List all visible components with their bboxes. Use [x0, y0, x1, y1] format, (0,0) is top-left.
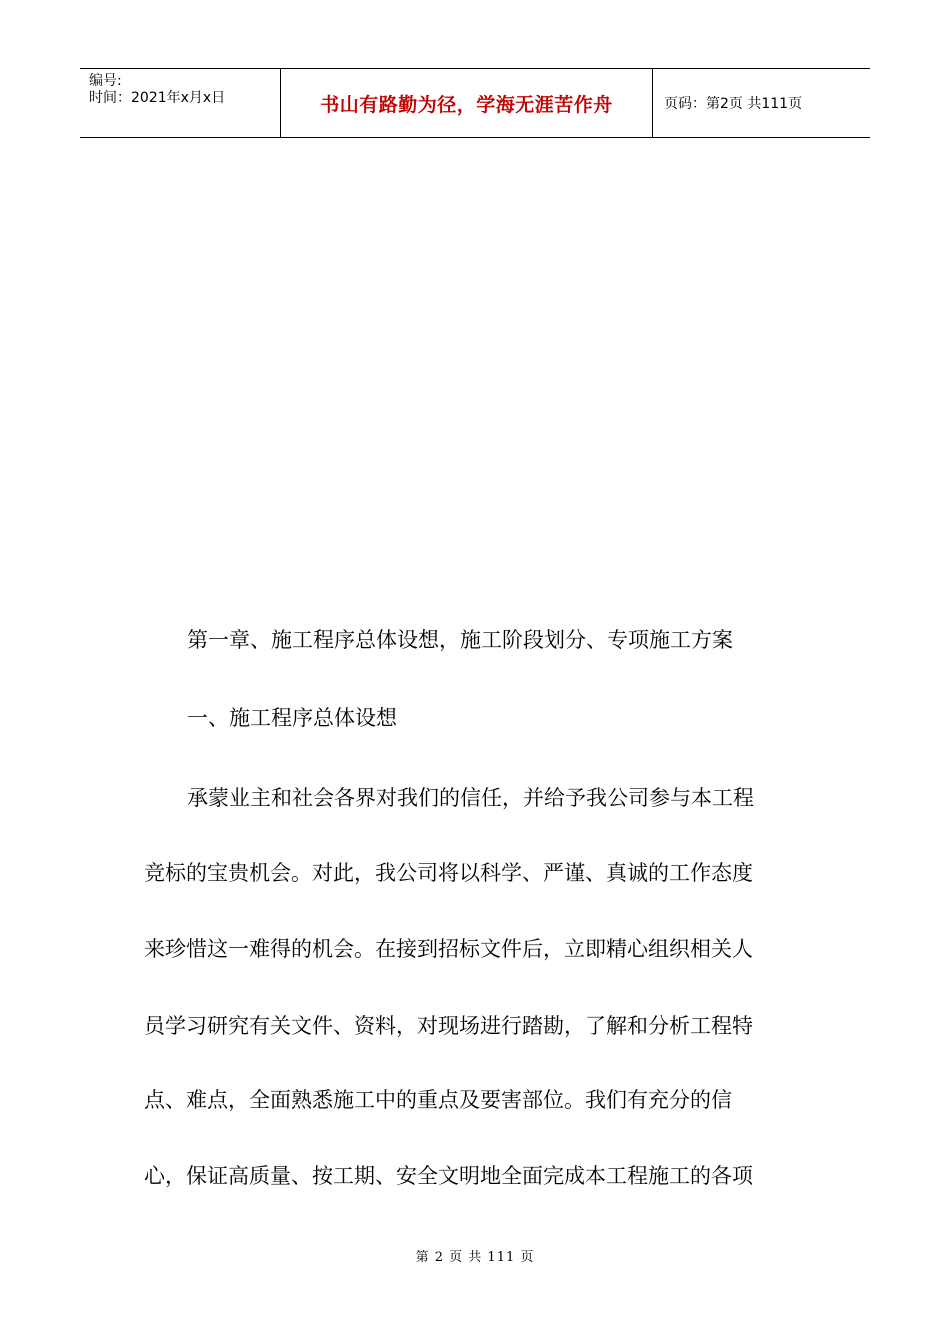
header-page-info: 页码：第2页 共111页: [664, 96, 803, 112]
paragraph-line: 心，保证高质量、按工期、安全文明地全面完成本工程施工的各项: [144, 1164, 753, 1188]
paragraph-line: 来珍惜这一难得的机会。在接到招标文件后，立即精心组织相关人: [144, 937, 753, 961]
page-footer: 第 2 页 共 111 页: [415, 1250, 535, 1265]
header-meta: [80, 69, 281, 137]
chapter-title: 第一章、施工程序总体设想，施工阶段划分、专项施工方案: [187, 628, 733, 652]
document-header: [80, 68, 870, 138]
number-label: 编号:: [89, 73, 122, 89]
paragraph-line: 点、难点，全面熟悉施工中的重点及要害部位。我们有充分的信: [144, 1088, 732, 1112]
paragraph-line: 承蒙业主和社会各界对我们的信任，并给予我公司参与本工程: [187, 786, 754, 810]
header-motto: 书山有路勤为径，学海无涯苦作舟: [281, 69, 653, 137]
paragraph-line: 员学习研究有关文件、资料，对现场进行踏勘，了解和分析工程特: [144, 1014, 753, 1038]
paragraph-line: 竞标的宝贵机会。对此，我公司将以科学、严谨、真诚的工作态度: [144, 861, 753, 885]
section-title: 一、施工程序总体设想: [187, 706, 397, 730]
date-label: 时间：2021年x月x日: [89, 90, 226, 106]
